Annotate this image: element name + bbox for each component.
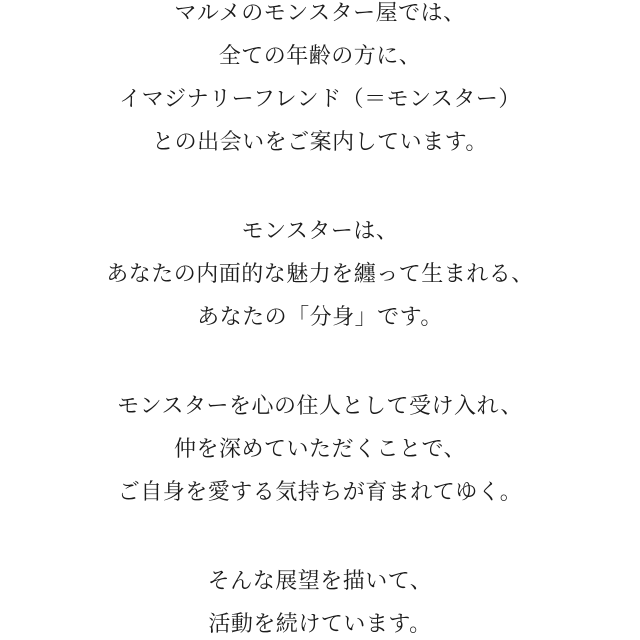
- text-line: マルメのモンスター屋では、: [174, 1, 466, 26]
- paragraph: [0, 0, 640, 164]
- text-line: あなたの「分身」です。: [197, 305, 443, 330]
- paragraph: [0, 385, 640, 514]
- text-line: 仲を深めていただくことで、: [173, 437, 467, 462]
- text-line: イマジナリーフレンド（＝モンスター）: [119, 87, 521, 112]
- text-line: 全ての年齢の方に、: [218, 44, 422, 69]
- text-line: 活動を続けています。: [208, 612, 432, 637]
- paragraph: [0, 560, 640, 640]
- text-line: モンスターは、: [241, 219, 399, 244]
- paragraph: [0, 210, 640, 339]
- text-line: あなたの内面的な魅力を纏って生まれる、: [106, 262, 534, 287]
- text-line: との出会いをご案内しています。: [152, 130, 488, 155]
- text-line: モンスターを心の住人として受け入れ、: [117, 394, 523, 419]
- text-line: そんな展望を描いて、: [207, 569, 433, 594]
- text-line: ご自身を愛する気持ちが育まれてゆく。: [117, 480, 523, 505]
